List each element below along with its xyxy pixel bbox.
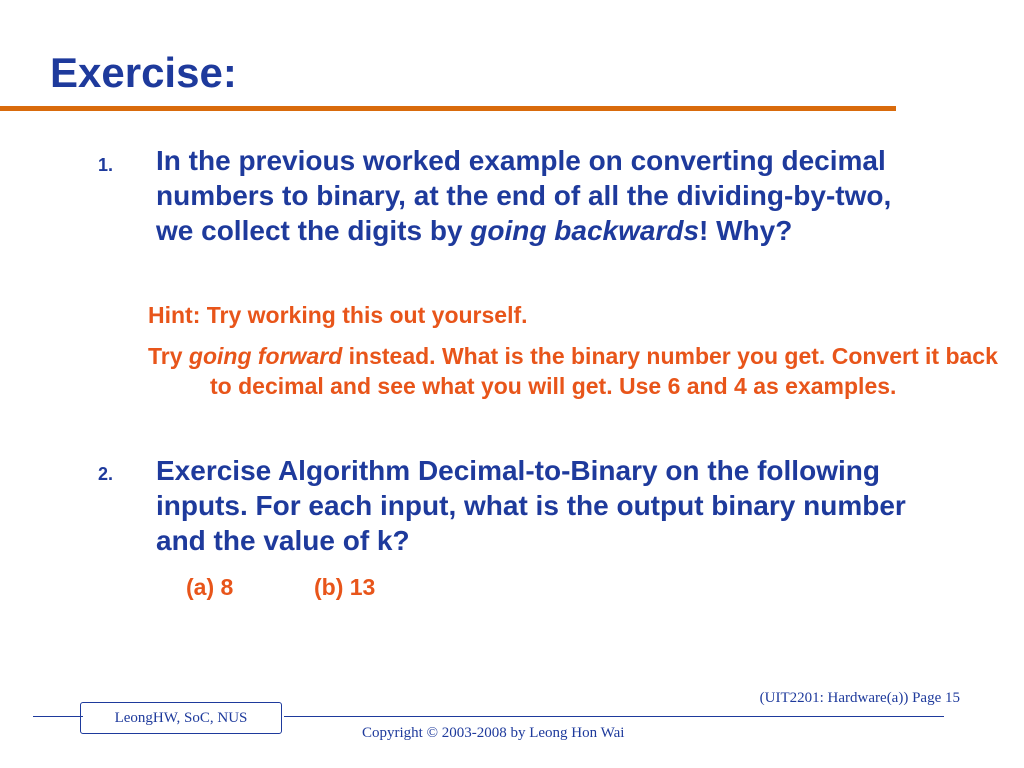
hint-2-before: Try	[148, 343, 189, 369]
item-1-text-before: In the previous worked example on converting decimal numbers to binary, at the end of all the dividing-by-two, we collect the digits by	[156, 145, 892, 246]
hint-2-italic: going forward	[188, 343, 343, 369]
footer-line-left	[33, 716, 83, 717]
item-1-number: 1.	[98, 155, 114, 175]
footer-copyright: Copyright © 2003-2008 by Leong Hon Wai	[362, 725, 625, 741]
item-2-number: 2.	[98, 464, 114, 484]
title-rule	[0, 106, 896, 111]
input-b: (b) 13	[314, 574, 376, 600]
input-a: (a) 8	[186, 574, 234, 600]
footer-page-label: (UIT2201: Hardware(a)) Page 15	[759, 690, 960, 706]
footer-author: LeongHW, SoC, NUS	[114, 709, 248, 726]
slide-title: Exercise:	[50, 49, 237, 96]
footer-line-right	[284, 716, 944, 717]
item-1-text-italic: going backwards	[470, 215, 700, 246]
footer-author-box	[80, 702, 282, 734]
item-1-hint-2	[148, 341, 1010, 401]
item-1-text-after: ! Why?	[699, 215, 793, 246]
item-1-text	[156, 143, 936, 248]
item-2-inputs	[186, 574, 375, 601]
item-2-text: Exercise Algorithm Decimal-to-Binary on the following inputs. For each input, what is the output binary number and the value of k?	[156, 455, 906, 556]
hint-2-after: instead. What is the binary number you get. Convert it back to decimal and see what you will get. Use 6 and 4 as examples.	[210, 343, 998, 399]
item-1-hint: Hint: Try working this out yourself.	[148, 302, 528, 328]
